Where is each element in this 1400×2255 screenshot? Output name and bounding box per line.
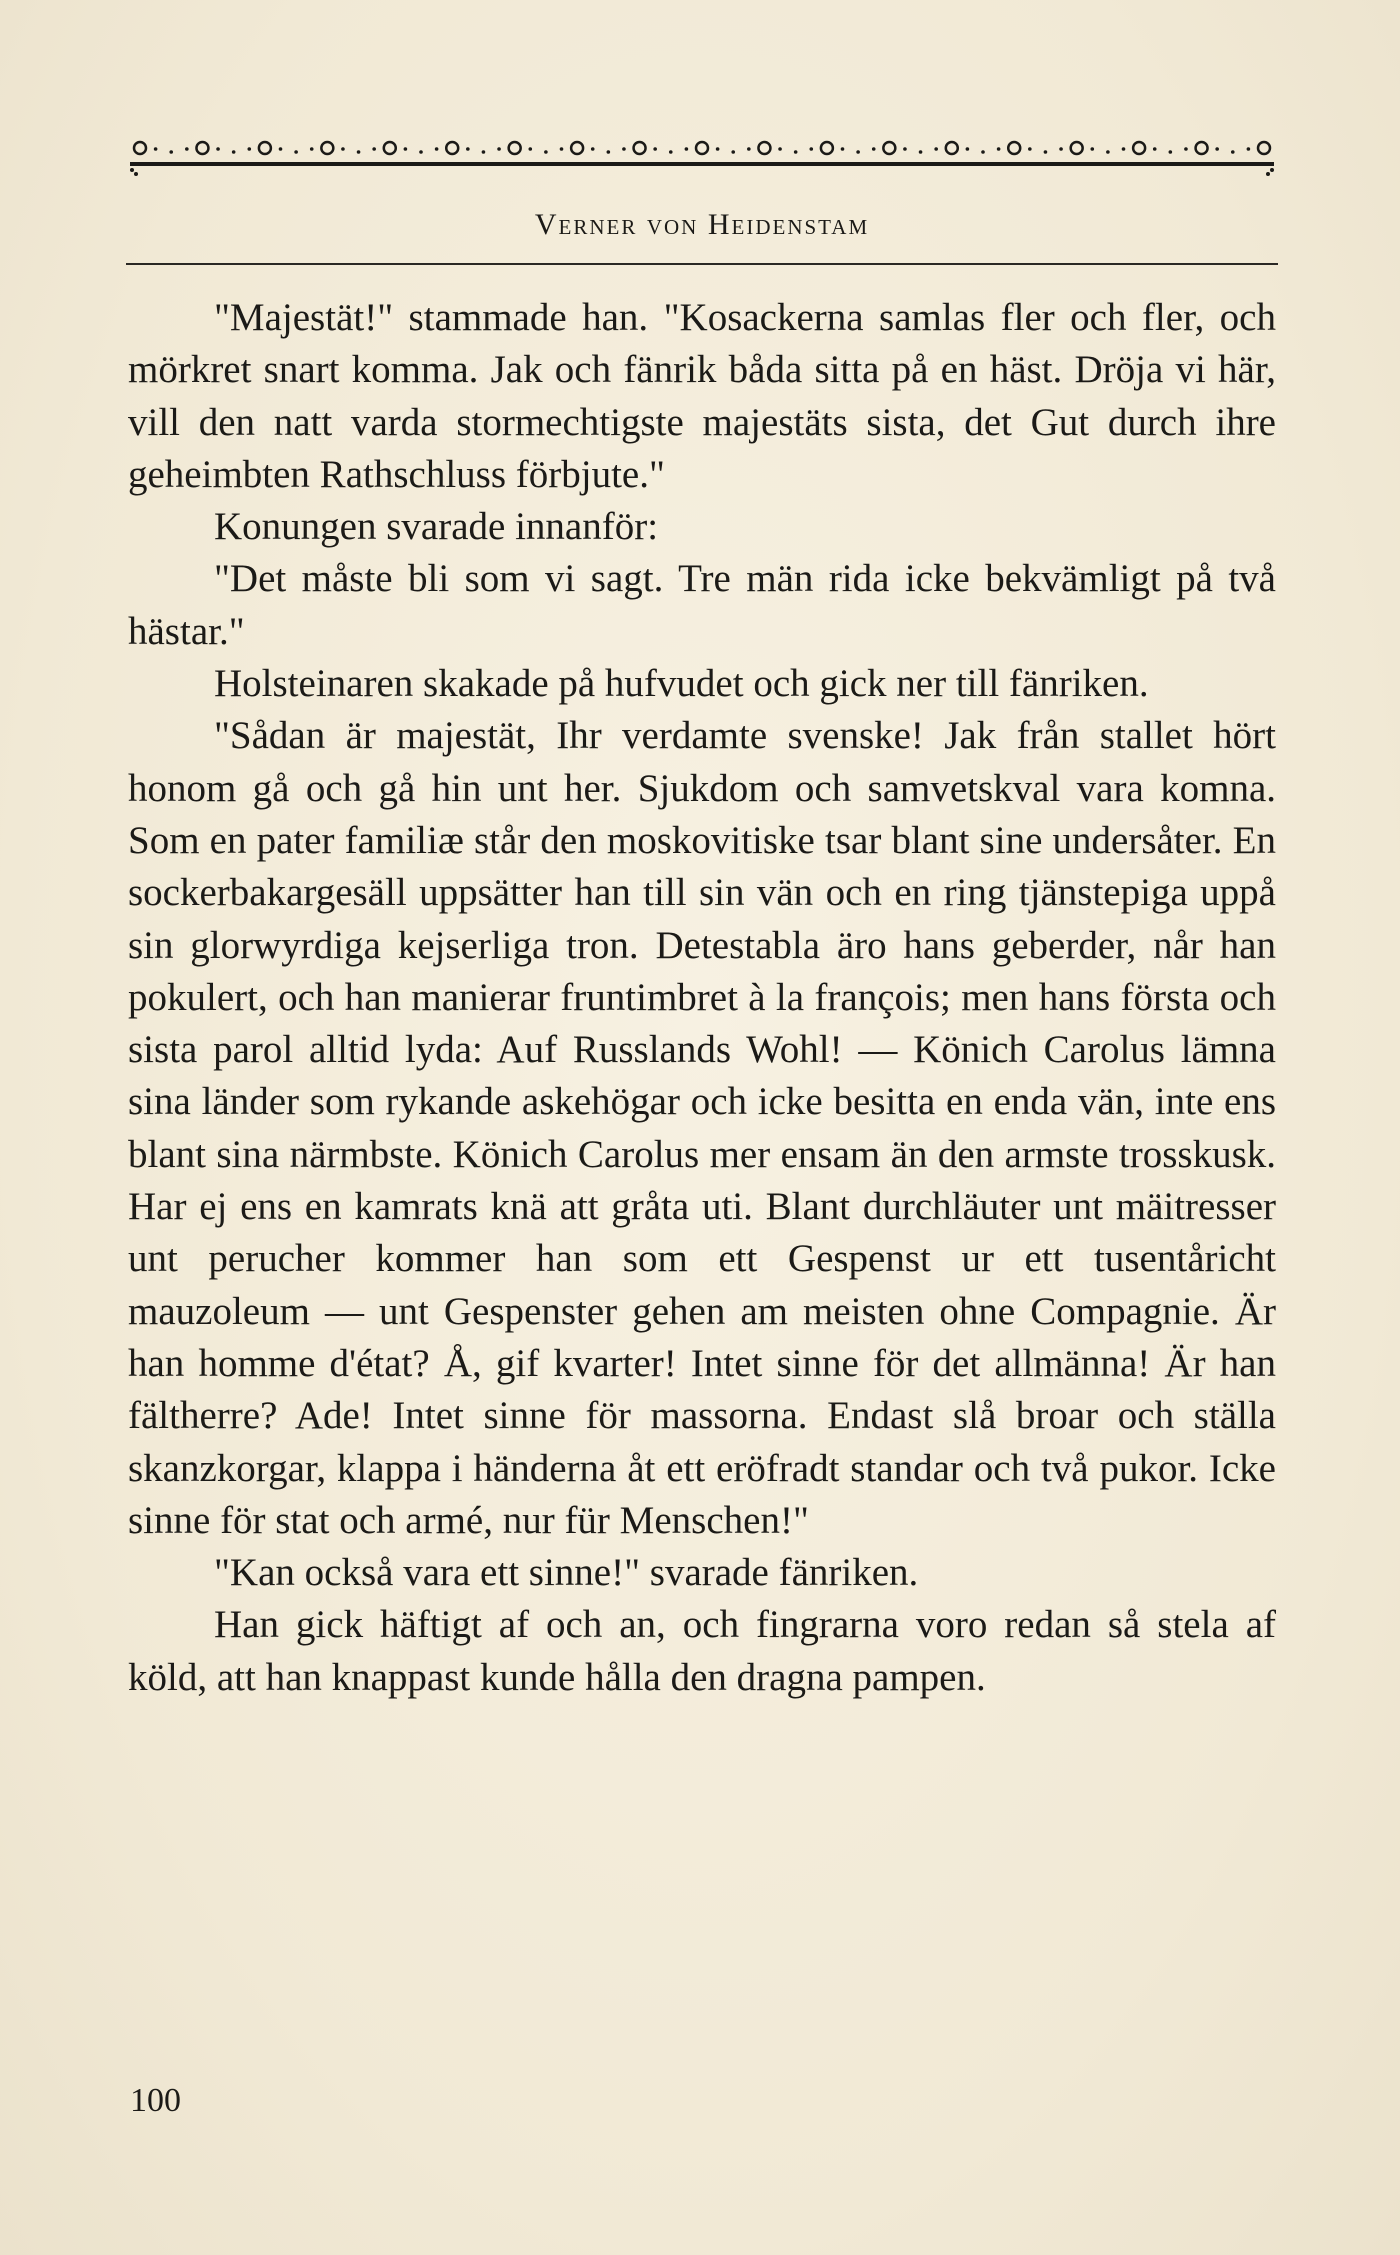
paragraph-4: Holsteinaren skakade på hufvudet och gick ner till fänriken.: [214, 662, 1149, 706]
paragraph-7: Han gick häftigt af och an, och fingrarna voro redan så stela af köld, att han knappast kunde hålla den dragna pampen.: [128, 1603, 1276, 1699]
header-rule: [126, 263, 1278, 265]
ornament-ring: [758, 142, 770, 154]
ornament-dot: [669, 150, 673, 154]
ornament-dot: [1169, 150, 1173, 154]
ornament-dot: [1044, 150, 1048, 154]
ornament-ring: [134, 142, 146, 154]
page-number: 100: [130, 2082, 181, 2119]
paragraph-2: Konungen svarade innanför:: [214, 505, 659, 549]
ornament-ring: [446, 142, 458, 154]
ornament-dot: [919, 150, 923, 154]
ornament-dot: [934, 147, 938, 151]
ornament-corner-dot: [1266, 172, 1270, 176]
ornament-corner-dot: [130, 168, 134, 172]
ornament-dot: [731, 150, 735, 154]
ornament-dot: [560, 147, 564, 151]
ornament-dot: [1153, 147, 1157, 151]
paragraph-3: "Det måste bli som vi sagt. Tre män rida icke bekvämligt på två hästar.": [128, 557, 1276, 653]
ornament-dot: [279, 147, 283, 151]
ornament-dot: [528, 147, 532, 151]
ornament-dot: [997, 147, 1001, 151]
ornament-dot: [247, 147, 251, 151]
paragraph-1: "Majestät!" stammade han. "Kosackerna samlas fler och fler, och mörkret snart komma. Jak och fänrik båda sitta på en häst. Dröja vi här, vill den natt varda stormechtigste majestäts sista, det Gut durch ihre geheimbten Rathschluss förbjute.": [128, 296, 1276, 496]
ornament-dot: [435, 147, 439, 151]
ornament-dot: [185, 147, 189, 151]
ornament-dot: [1090, 147, 1094, 151]
ornament-dot: [169, 150, 173, 154]
body-text: [128, 292, 1276, 1704]
paragraph-5: "Sådan är majestät, Ihr verdamte svenske! Jak från stallet hört honom gå och gå hin unt her. Sjukdom och samvetskval vara komna. Som en pater familiæ står den moskovitiske tsar blant sine undersåter. En sockerbakargesäll uppsätter han till sin vän och en ring tjänstepiga uppå sin glorwyrdiga kejserliga tron. Detestabla äro hans geberder, når han pokulert, och han manierar fruntimbret à la françois; men hans första och sista parol alltid lyda: Auf Russlands Wohl! — Könich Carolus lämna sina länder som rykande askehögar och icke besitta en enda vän, inte ens blant sina närmbste. Könich Carolus mer ensam än den armste trosskusk. Har ej ens en kamrats knä att gråta uti. Blant durchläuter unt mäitresser unt perucher kommer han som ett Gespenst ur ett tusentåricht mauzoleum — unt Gespenster gehen am meisten ohne Compagnie. Är han homme d'état? Å, gif kvarter! Intet sinne för det allmänna! Är han fältherre? Ade! Intet sinne för massorna. Endast slå broar och ställa skanzkorgar, klappa i händerna åt ett eröfradt standar och två pukor. Icke sinne för stat och armé, nur für Menschen!": [128, 714, 1276, 1542]
ornament-dot: [544, 150, 548, 154]
ornament-dot: [466, 147, 470, 151]
decorative-border-ornament: [126, 130, 1278, 178]
ornament-ring: [1196, 142, 1208, 154]
ornament-dot: [154, 147, 158, 151]
ornament-ring: [196, 142, 208, 154]
ornament-ring: [321, 142, 333, 154]
ornament-ring: [883, 142, 895, 154]
ornament-dot: [607, 150, 611, 154]
ornament-dot: [1247, 147, 1251, 151]
ornament-dot: [653, 147, 657, 151]
paragraph-6: "Kan också vara ett sinne!" svarade fänriken.: [214, 1551, 919, 1595]
ornament-dot: [622, 147, 626, 151]
ornament-dot: [685, 147, 689, 151]
ornament-dot: [482, 150, 486, 154]
ornament-dot: [778, 147, 782, 151]
ornament-dot: [966, 147, 970, 151]
ornament-ring: [259, 142, 271, 154]
ornament-ring: [1008, 142, 1020, 154]
ornament-ring: [946, 142, 958, 154]
ornament-ring: [571, 142, 583, 154]
ornament-dot: [404, 147, 408, 151]
running-head-title: Verner von Heidenstam: [534, 208, 870, 241]
ornament-dot: [232, 150, 236, 154]
ornament-dot: [981, 150, 985, 154]
ornament-dot: [856, 150, 860, 154]
ornament-dot: [716, 147, 720, 151]
ornament-dot: [497, 147, 501, 151]
ornament-corner-dot: [1270, 168, 1274, 172]
ornament-ring: [509, 142, 521, 154]
ornament-dot: [872, 147, 876, 151]
ornament-dot: [809, 147, 813, 151]
ornament-ring: [1258, 142, 1270, 154]
ornament-dot: [341, 147, 345, 151]
ornament-dot: [747, 147, 751, 151]
ornament-dot: [1106, 150, 1110, 154]
ornament-dot: [310, 147, 314, 151]
ornament-dot: [294, 150, 298, 154]
ornament-dot: [1028, 147, 1032, 151]
ornament-dot: [794, 150, 798, 154]
ornament-dot: [357, 150, 361, 154]
ornament-dot: [372, 147, 376, 151]
ornament-dot: [1122, 147, 1126, 151]
ornament-ring: [634, 142, 646, 154]
ornament-dot: [841, 147, 845, 151]
ornament-ring: [1071, 142, 1083, 154]
ornament-dot: [1184, 147, 1188, 151]
ornament-corner-dot: [134, 172, 138, 176]
ornament-ring: [696, 142, 708, 154]
ornament-ring: [1133, 142, 1145, 154]
ornament-ring: [384, 142, 396, 154]
ornament-ring: [821, 142, 833, 154]
ornament-dot: [1231, 150, 1235, 154]
ornament-dot: [591, 147, 595, 151]
ornament-dot: [1059, 147, 1063, 151]
ornament-dot: [903, 147, 907, 151]
ornament-dot: [1215, 147, 1219, 151]
ornament-dot: [216, 147, 220, 151]
ornament-dot: [419, 150, 423, 154]
